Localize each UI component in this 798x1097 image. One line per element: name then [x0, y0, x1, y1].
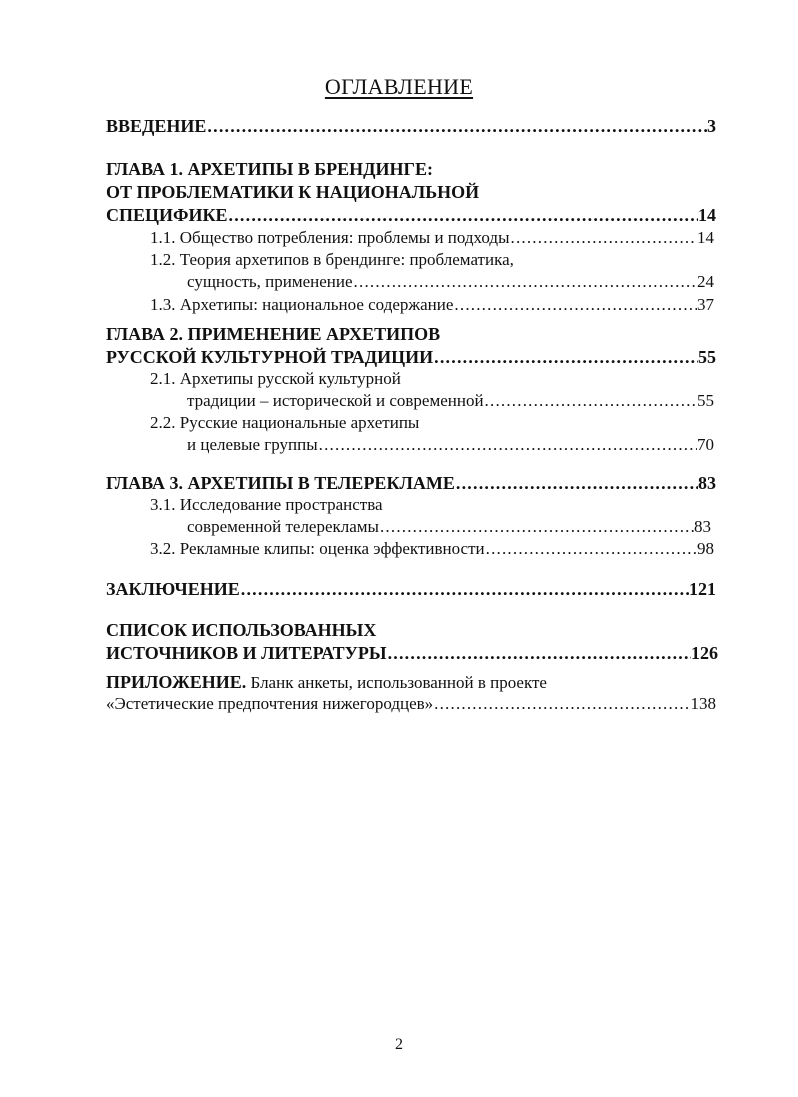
toc-page-number: 55 — [697, 391, 714, 410]
dot-leader — [486, 537, 697, 561]
appendix-description: Бланк анкеты, использованной в проекте — [246, 673, 547, 692]
dot-leader — [380, 515, 694, 539]
dot-leader — [434, 345, 698, 369]
dot-leader — [319, 433, 697, 457]
toc-chapter3[interactable] — [106, 471, 716, 495]
toc-section-1-2-line2[interactable] — [187, 270, 714, 294]
toc-page-number: 138 — [690, 694, 716, 713]
toc-chapter1-line3[interactable] — [106, 203, 716, 227]
toc-entry-conclusion[interactable] — [106, 577, 716, 601]
page-number: 2 — [395, 1036, 403, 1053]
dot-leader — [456, 471, 698, 495]
appendix-label: ПРИЛОЖЕНИЕ. — [106, 672, 247, 692]
toc-section-3-1-line1[interactable]: 3.1. Исследование пространства — [150, 495, 383, 514]
toc-section-3-2[interactable] — [150, 537, 714, 561]
toc-entry-text: ГЛАВА 3. АРХЕТИПЫ В ТЕЛЕРЕКЛАМЕ — [106, 473, 455, 493]
toc-entry-text: ЗАКЛЮЧЕНИЕ — [106, 579, 240, 599]
dot-leader — [511, 226, 698, 250]
toc-section-2-1-line2[interactable] — [187, 389, 714, 413]
toc-section-1-1[interactable] — [150, 226, 714, 250]
toc-references-line2[interactable] — [106, 641, 718, 665]
toc-entry-text: традиции – исторической и современной — [187, 391, 484, 410]
toc-page-number: 55 — [698, 347, 716, 367]
toc-entry-text: современной телерекламы — [187, 517, 379, 536]
toc-page-number: 121 — [689, 579, 716, 599]
dot-leader — [229, 203, 698, 227]
toc-chapter2-line2[interactable] — [106, 345, 716, 369]
dot-leader — [454, 293, 697, 317]
dot-leader — [485, 389, 697, 413]
toc-page-number: 126 — [691, 643, 718, 663]
dot-leader — [354, 270, 697, 294]
toc-chapter1-line1[interactable]: ГЛАВА 1. АРХЕТИПЫ В БРЕНДИНГЕ: — [106, 159, 433, 179]
toc-page-number: 83 — [694, 517, 711, 536]
toc-page-number: 14 — [697, 228, 714, 247]
toc-appendix-line1[interactable] — [106, 670, 547, 694]
toc-references-line1[interactable]: СПИСОК ИСПОЛЬЗОВАННЫХ — [106, 620, 377, 640]
dot-leader — [434, 692, 690, 716]
toc-page-number: 83 — [698, 473, 716, 493]
toc-entry-text: ВВЕДЕНИЕ — [106, 116, 207, 136]
toc-chapter2-line1[interactable]: ГЛАВА 2. ПРИМЕНЕНИЕ АРХЕТИПОВ — [106, 324, 441, 344]
toc-section-2-1-line1[interactable]: 2.1. Архетипы русской культурной — [150, 369, 401, 388]
toc-section-3-1-line2[interactable] — [187, 515, 711, 539]
toc-section-1-2-line1[interactable]: 1.2. Теория архетипов в брендинге: проблематика, — [150, 250, 514, 269]
toc-entry-text: 3.2. Рекламные клипы: оценка эффективности — [150, 539, 485, 558]
toc-entry-text: «Эстетические предпочтения нижегородцев» — [106, 694, 434, 713]
toc-page-number: 98 — [697, 539, 714, 558]
toc-entry-text: СПЕЦИФИКЕ — [106, 205, 228, 225]
toc-section-2-2-line1[interactable]: 2.2. Русские национальные архетипы — [150, 413, 420, 432]
toc-page-number: 37 — [697, 295, 714, 314]
dot-leader — [388, 641, 691, 665]
toc-entry-text: сущность, применение — [187, 272, 353, 291]
toc-entry-text: 1.3. Архетипы: национальное содержание — [150, 295, 454, 314]
toc-section-2-2-line2[interactable] — [187, 433, 714, 457]
dot-leader — [241, 577, 689, 601]
toc-appendix-line2[interactable] — [106, 692, 716, 716]
page-title: ОГЛАВЛЕНИЕ — [324, 74, 474, 99]
toc-page-number: 14 — [698, 205, 716, 225]
toc-entry-text: ИСТОЧНИКОВ И ЛИТЕРАТУРЫ — [106, 643, 387, 663]
toc-page-number: 70 — [697, 435, 714, 454]
toc-chapter1-line2[interactable]: ОТ ПРОБЛЕМАТИКИ К НАЦИОНАЛЬНОЙ — [106, 182, 480, 202]
dot-leader — [207, 114, 707, 138]
toc-entry-text: и целевые группы — [187, 435, 318, 454]
toc-entry-text: РУССКОЙ КУЛЬТУРНОЙ ТРАДИЦИИ — [106, 347, 434, 367]
toc-entry-text: 1.1. Общество потребления: проблемы и подходы — [150, 228, 510, 247]
toc-page-number: 24 — [697, 272, 714, 291]
toc-entry-intro[interactable] — [106, 114, 716, 138]
toc-section-1-3[interactable] — [150, 293, 714, 317]
toc-page-number: 3 — [707, 116, 716, 136]
